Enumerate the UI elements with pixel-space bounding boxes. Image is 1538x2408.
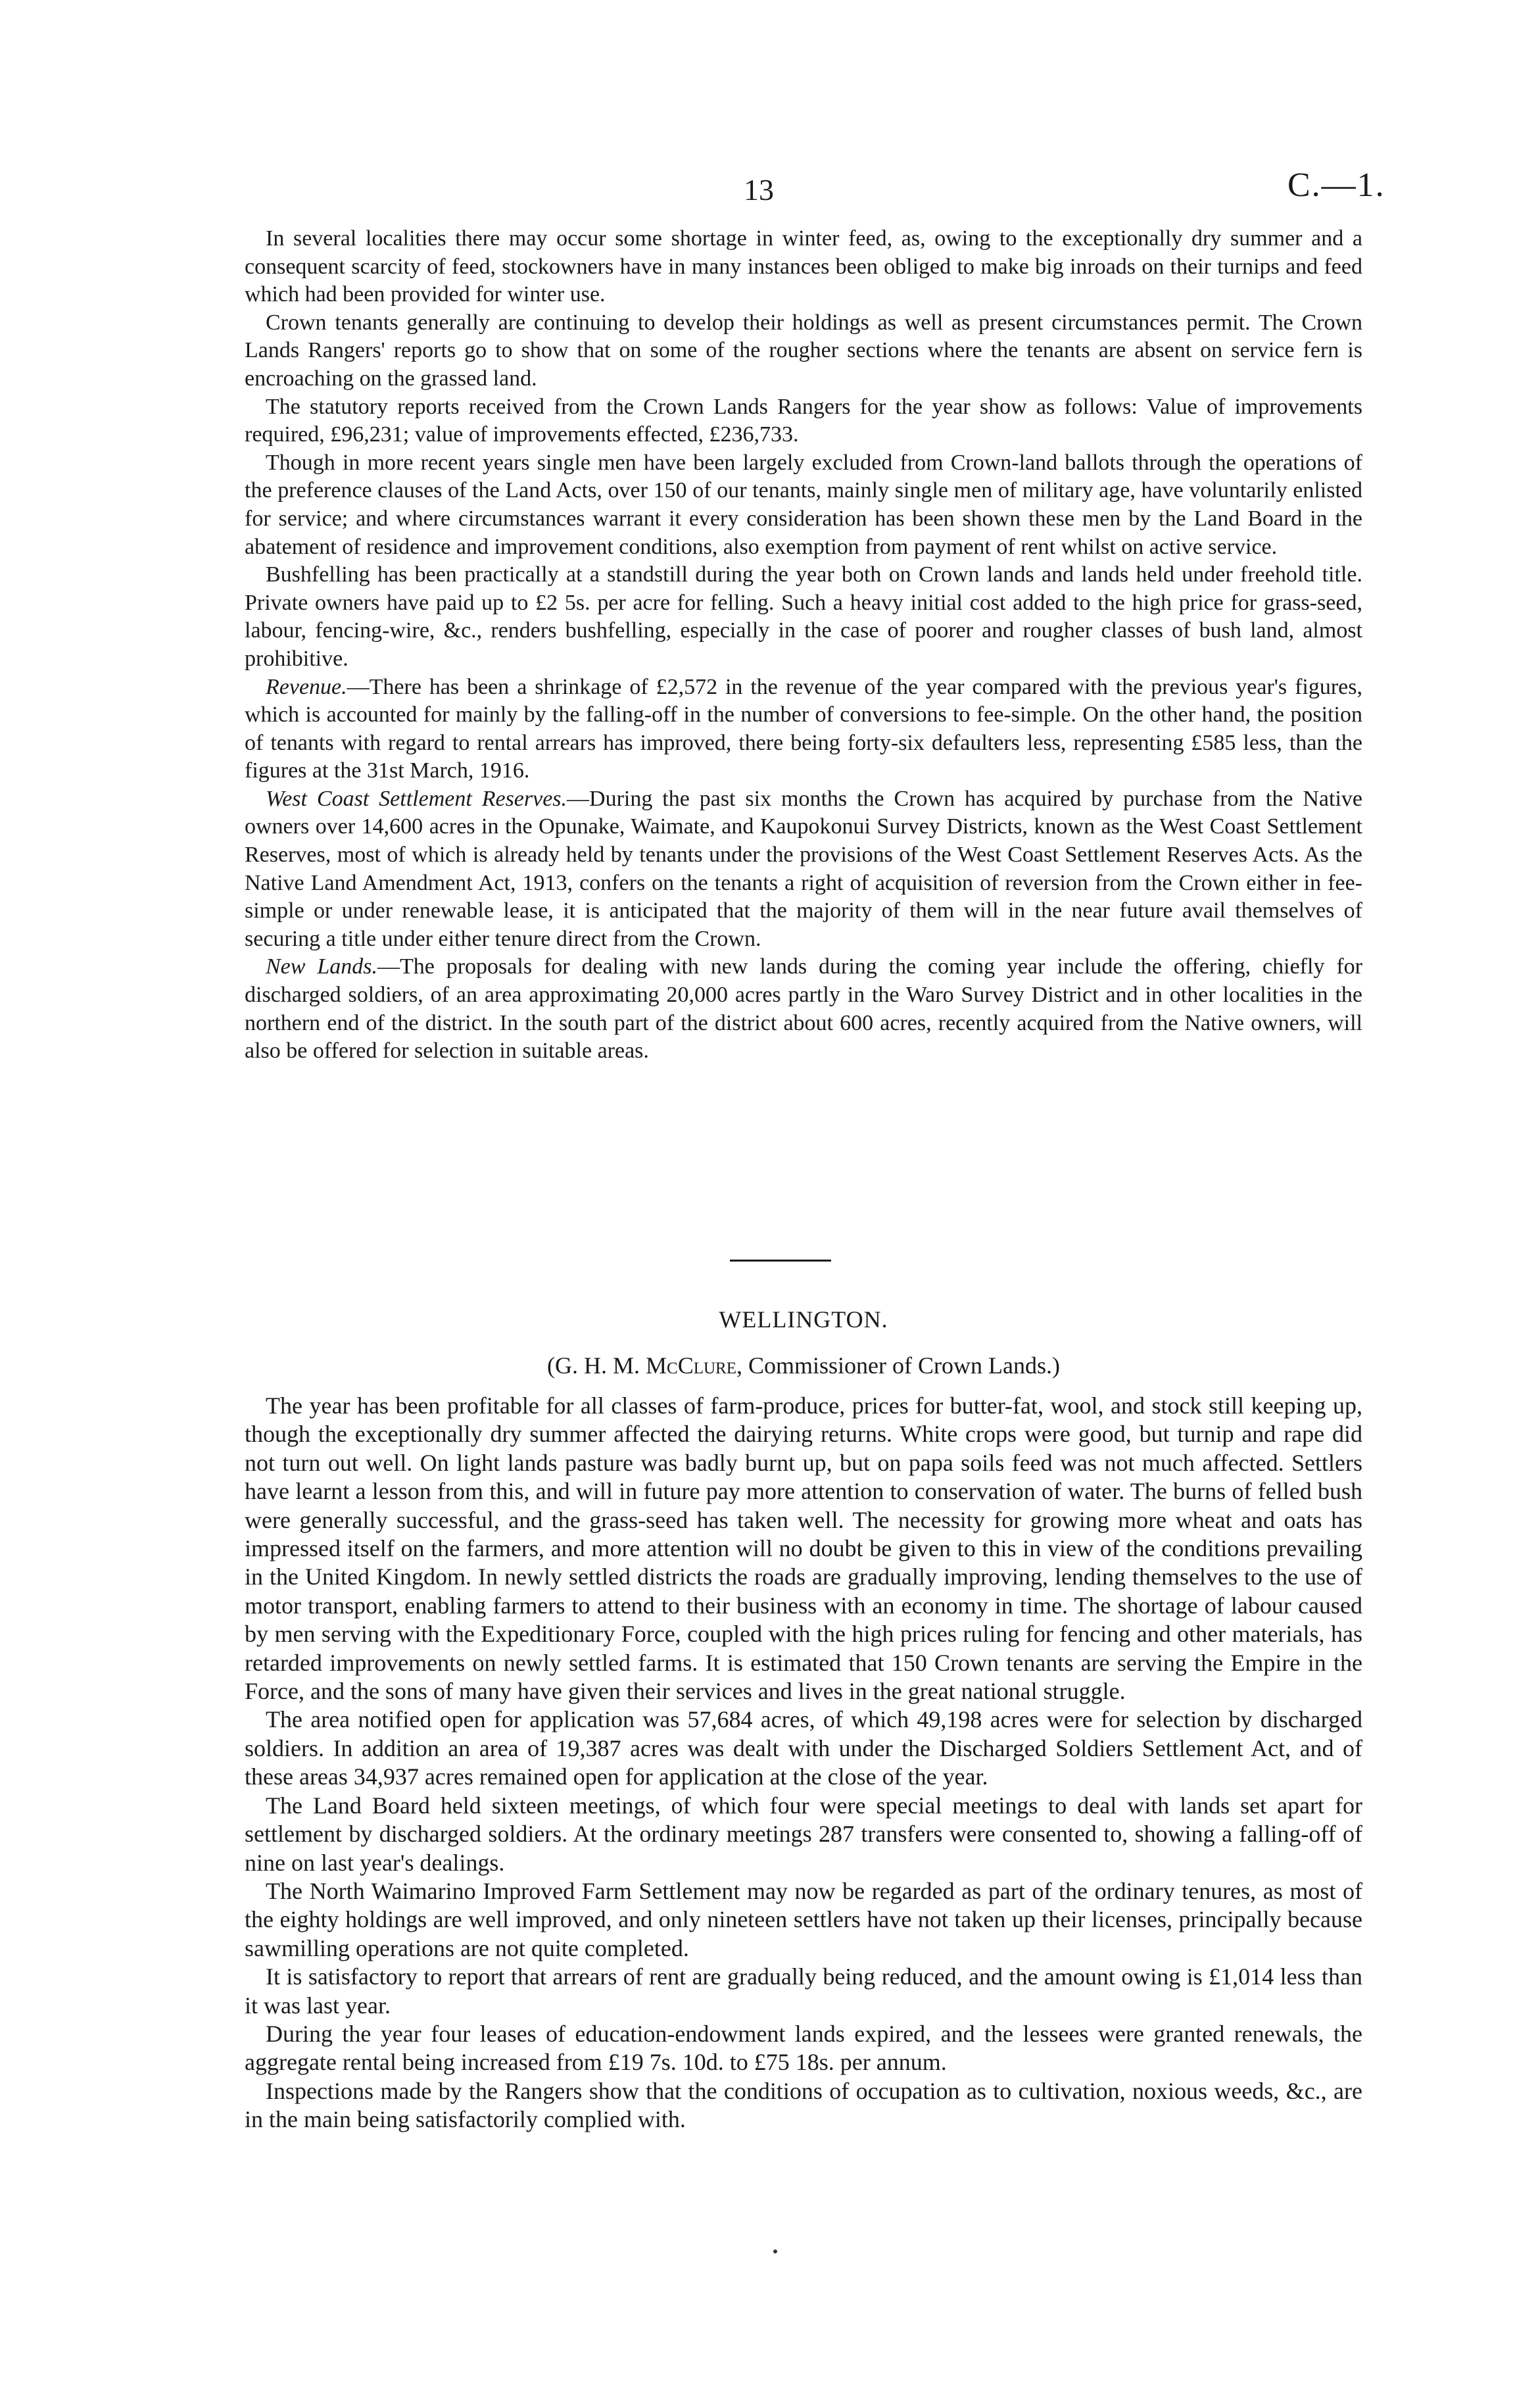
paragraph-text: In several localities there may occur some shortage in winter feed, as, owing to the exceptionally dry summer and a consequent scarcity of feed, stockowners have in many instances been obliged to make big inroads on their turnips and feed which had been provided for winter use. xyxy=(245,226,1362,307)
paragraph-text: —During the past six months the Crown has acquired by purchase from the Native owners over 14,600 acres in the Opunake, Waimate, and Kaupokonui Survey Districts, known as the West Coast Settlement Reserves, most of which is already held by tenants under the provisions of the West Coast Settlement Reserves Acts. As the Native Land Amendment Act, 1913, confers on the tenants a right of acquisition of reversion from the Crown either in fee-simple or under renewable lease, it is anticipated that the majority of them will in the near future avail themselves of securing a title under either tenure direct from the Crown. xyxy=(245,786,1362,951)
section-byline xyxy=(245,1352,1362,1379)
byline-rest: , Commissioner of Crown Lands.) xyxy=(736,1352,1060,1379)
stray-mark xyxy=(773,2249,777,2253)
byline-open: (G. H. M. xyxy=(547,1352,646,1379)
paragraph: The area notified open for application was 57,684 acres, of which 49,198 acres were for selection by discharged soldiers. In addition an area of 19,387 acres was dealt with under the Discharged Soldiers Settlement Act, and of these areas 34,937 acres remained open for application at the close of the year. xyxy=(245,1706,1362,1790)
paragraph xyxy=(245,309,1362,393)
paragraph: It is satisfactory to report that arrears of rent are gradually being reduced, and the amount owing is £1,014 less than it was last year. xyxy=(245,1963,1362,2019)
top-text-block xyxy=(245,225,1362,1066)
paragraph-text: Though in more recent years single men have been largely excluded from Crown-land ballots through the operations of the preference clauses of the Land Acts, over 150 of our tenants, mainly single men of military age, have voluntarily enlisted for service; and where circumstances warrant it every consideration has been shown these men by the Land Board in the abatement of residence and improvement conditions, also exemption from payment of rent whilst on active service. xyxy=(245,450,1362,559)
paragraph xyxy=(245,393,1362,449)
paragraph xyxy=(245,449,1362,561)
paragraph: The Land Board held sixteen meetings, of which four were special meetings to deal with lands set apart for settlement by discharged soldiers. At the ordinary meetings 287 transfers were consented to, showing a falling-off of nine on last year's dealings. xyxy=(245,1792,1362,1876)
paragraph-text: Bushfelling has been practically at a standstill during the year both on Crown lands and lands held under freehold title. Private owners have paid up to £2 5s. per acre for felling. Such a heavy initial cost added to the high price for grass-seed, labour, fencing-wire, &c., renders bushfelling, especially in the case of poorer and rougher classes of bush land, almost prohibitive. xyxy=(245,562,1362,671)
paragraph xyxy=(245,225,1362,309)
page-number: 13 xyxy=(744,173,774,207)
paragraph-west-coast xyxy=(245,785,1362,954)
inline-heading-new-lands: New Lands. xyxy=(266,954,377,979)
paragraph: The year has been profitable for all classes of farm-produce, prices for butter-fat, wool, and stock still keeping up, though the exceptionally dry summer affected the dairying returns. White crops were good, but turnip and rape did not turn out well. On light lands pasture was badly burnt up, but on papa soils feed was not much affected. Settlers have learnt a lesson from this, and will in future pay more attention to conservation of water. The burns of felled bush were generally successful, and the grass-seed has taken well. The necessity for growing more wheat and oats has impressed itself on the farmers, and more attention will no doubt be given to this in view of the conditions prevailing in the United Kingdom. In newly settled districts the roads are gradually improving, lending themselves to the use of motor transport, enabling farmers to attend to their business with an economy in time. The shortage of labour caused by men serving with the Expeditionary Force, coupled with the high prices ruling for fencing and other materials, has retarded improvements on newly settled farms. It is estimated that 150 Crown tenants are serving the Empire in the Force, and the sons of many have given their services and lives in the great national struggle. xyxy=(245,1392,1362,1705)
paragraph-text: The statutory reports received from the Crown Lands Rangers for the year show as follows: Value of improvements required, £96,231; value of improvements effected, £236,733. xyxy=(245,394,1362,447)
paragraph: The North Waimarino Improved Farm Settlement may now be regarded as part of the ordinary tenures, as most of the eighty holdings are well improved, and only nineteen settlers have not taken up their licenses, principally because sawmilling operations are not quite completed. xyxy=(245,1877,1362,1961)
section-body xyxy=(245,1392,1362,2134)
paragraph-text: Crown tenants generally are continuing to develop their holdings as well as present circumstances permit. The Crown Lands Rangers' reports go to show that on some of the rougher sections where the tenants are absent on service fern is encroaching on the grassed land. xyxy=(245,310,1362,391)
paragraph xyxy=(245,561,1362,673)
document-code: C.—1. xyxy=(1287,166,1385,204)
inline-heading-west-coast: West Coast Settlement Reserves. xyxy=(266,786,567,811)
inline-heading-revenue: Revenue. xyxy=(266,674,347,699)
paragraph: During the year four leases of education-endowment lands expired, and the lessees were granted renewals, the aggregate rental being increased from £19 7s. 10d. to £75 18s. per annum. xyxy=(245,2020,1362,2076)
paragraph-revenue xyxy=(245,674,1362,785)
paragraph-new-lands xyxy=(245,953,1362,1065)
section-title: WELLINGTON. xyxy=(719,1306,888,1333)
byline-name: McClure xyxy=(646,1352,736,1379)
paragraph-text: —The proposals for dealing with new lands during the coming year include the offering, chiefly for discharged soldiers, of an area approximating 20,000 acres partly in the Waro Survey District and in other localities in the northern end of the district. In the south part of the district about 600 acres, recently acquired from the Native owners, will also be offered for selection in suitable areas. xyxy=(245,954,1362,1064)
paragraph-text: —There has been a shrinkage of £2,572 in the revenue of the year compared with the previous year's figures, which is accounted for mainly by the falling-off in the number of conversions to fee-simple. On the other hand, the position of tenants with regard to rental arrears has improved, there being forty-six defaulters less, representing £585 less, than the figures at the 31st March, 1916. xyxy=(245,674,1362,783)
paragraph: Inspections made by the Rangers show that the conditions of occupation as to cultivation, noxious weeds, &c., are in the main being satisfactorily complied with. xyxy=(245,2077,1362,2133)
section-divider xyxy=(730,1260,831,1262)
